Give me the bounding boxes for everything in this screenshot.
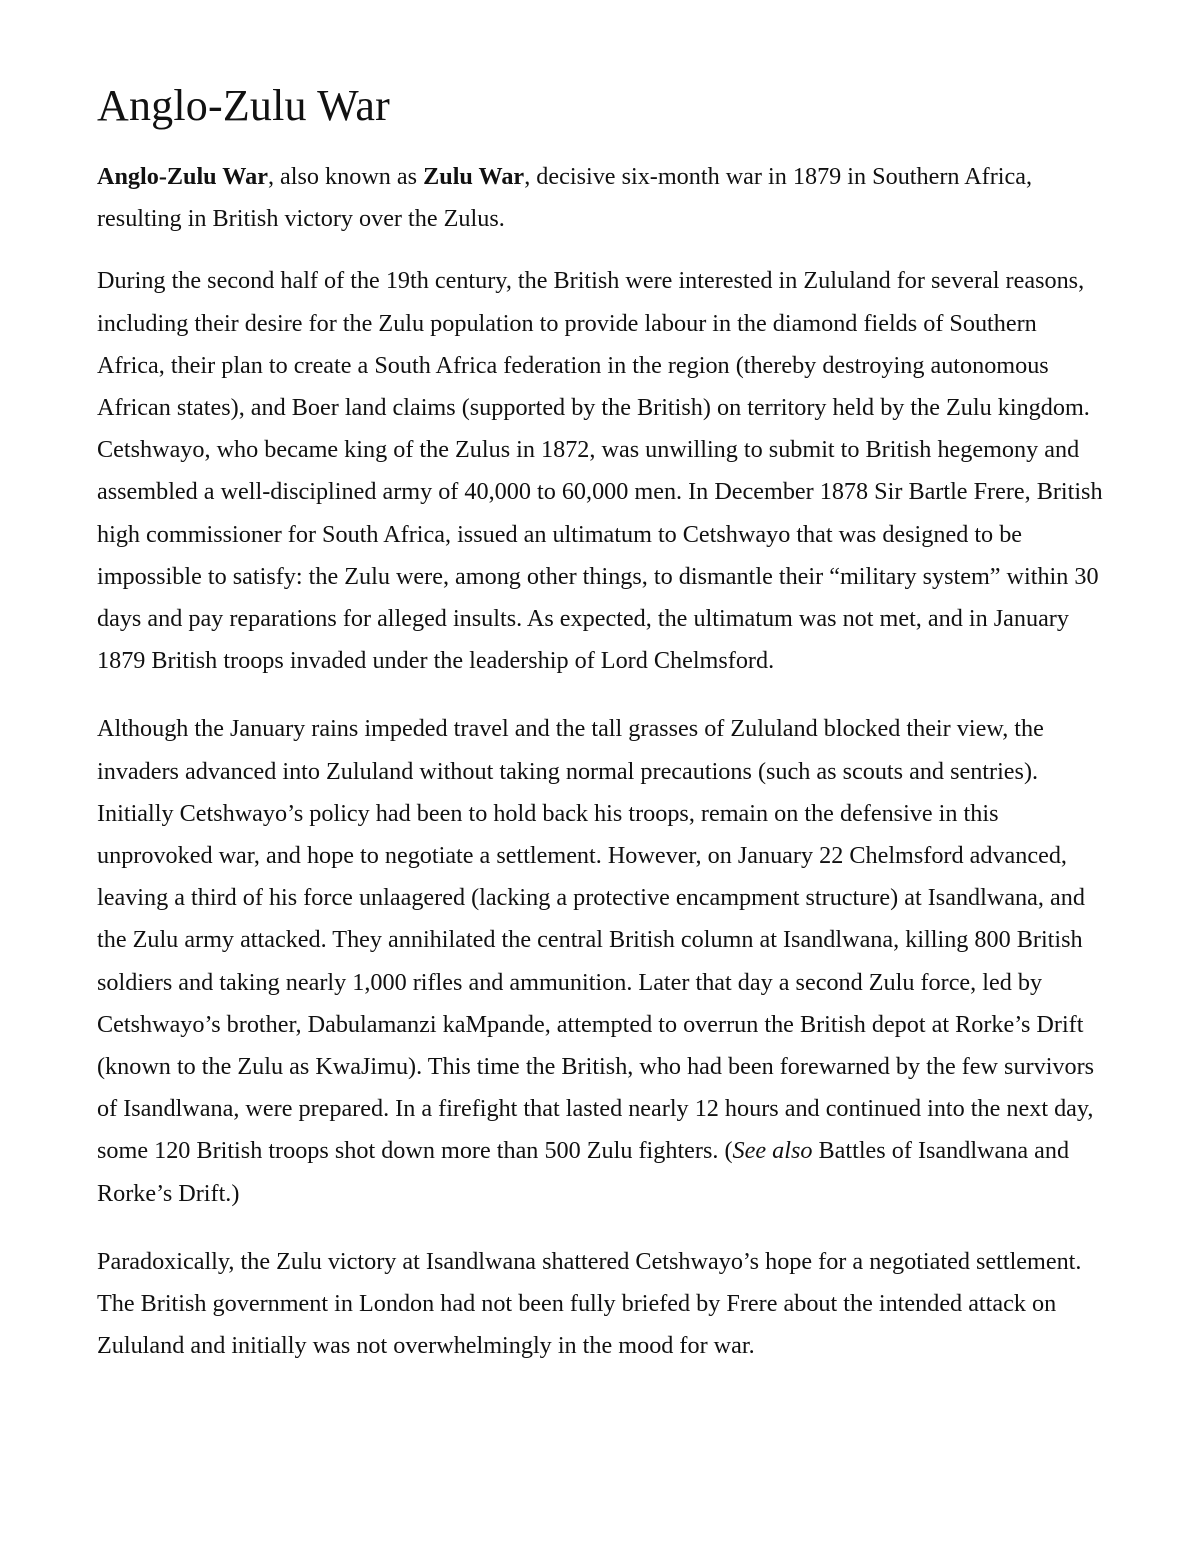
intro-paragraph (97, 156, 1107, 240)
intro-text-1: , also known as (267, 163, 424, 190)
intro-term-zulu-war: Zulu War (423, 163, 525, 190)
see-also-label: See also (732, 1137, 813, 1165)
invasion-text: Although the January rains impeded travel and the tall grasses of Zululand blocked their view, the invaders advanced into Zululand without taking normal precautions (such as scouts and sentries). Initially Cetshwayo’s policy had been to hold back his troops, remain on the defensive in this unprovoked war, and hope to negotiate a settlement. However, on January 22 Chelmsford advanced, leaving a third of his force unlaagered (lacking a protective encampment structure) at Isandlwana, and the Zulu army attacked. They annihilated the central British column at Isandlwana, killing 800 British soldiers and taking nearly 1,000 rifles and ammunition. Later that day a second Zulu force, led by Cetshwayo’s brother, Dabulamanzi kaMpande, attempted to overrun the British depot at Rorke’s Drift (known to the Zulu as KwaJimu). This time the British, who had been forewarned by the few survivors of Isandlwana, were prepared. In a firefight that lasted nearly 12 hours and continued into the next day, some 120 British troops shot down more than 500 Zulu fighters. ( (97, 715, 1095, 1165)
paragraph-aftermath: Paradoxically, the Zulu victory at Isandlwana shattered Cetshwayo’s hope for a negotiated settlement. The British government in London had not been fully briefed by Frere about the intended attack on Zululand and initially was not overwhelmingly in the mood for war. (97, 1247, 1082, 1360)
document-page (97, 78, 1107, 1387)
page-title: Anglo-Zulu War (97, 81, 390, 130)
intro-text-2: , decisive six-month war in 1879 in Southern Africa, resulting in British victory over the Zulus. (97, 163, 1033, 233)
paragraph-background: During the second half of the 19th century, the British were interested in Zululand for several reasons, including their desire for the Zulu population to provide labour in the diamond fields of Southern Africa, their plan to create a South Africa federation in the region (thereby destroying autonomous African states), and Boer land claims (supported by the British) on territory held by the Zulu kingdom. Cetshwayo, who became king of the Zulus in 1872, was unwilling to submit to British hegemony and assembled a well-disciplined army of 40,000 to 60,000 men. In December 1878 Sir Bartle Frere, British high commissioner for South Africa, issued an ultimatum to Cetshwayo that was designed to be impossible to satisfy: the Zulu were, among other things, to dismantle their “military system” within 30 days and pay reparations for alleged insults. As expected, the ultimatum was not met, and in January 1879 British troops invaded under the leadership of Lord Chelmsford. (97, 267, 1103, 675)
see-also-reference[interactable]: Battles of Isandlwana and Rorke’s Drift.) (97, 1137, 1070, 1207)
paragraph-invasion (97, 708, 1107, 1214)
intro-term-anglo-zulu-war: Anglo-Zulu War (97, 163, 268, 190)
